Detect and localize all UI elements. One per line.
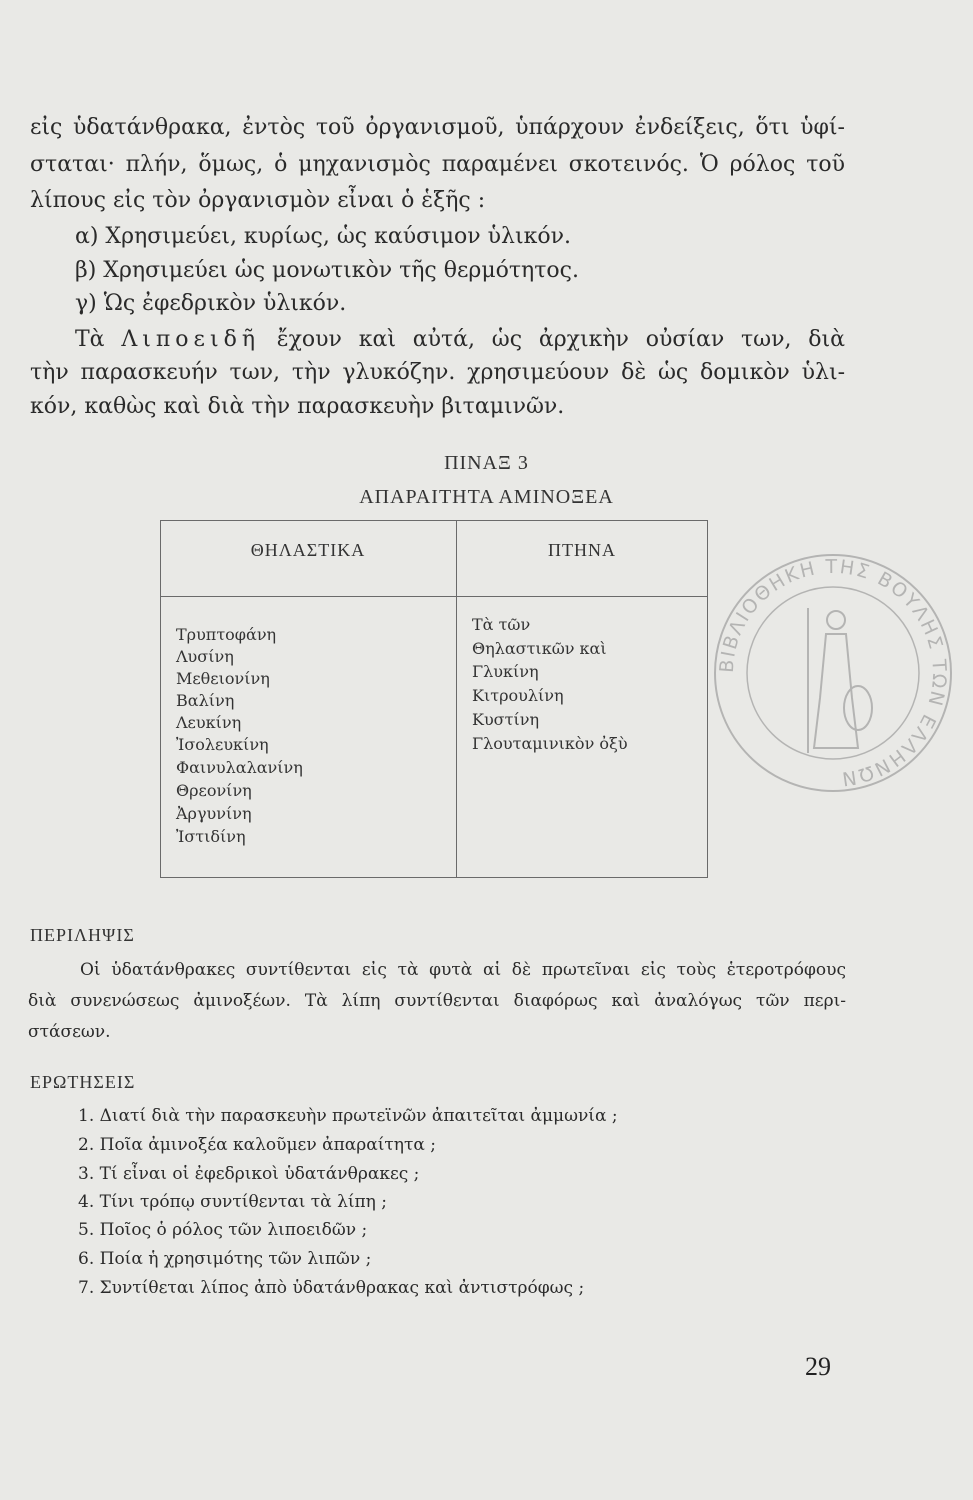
intro-line-3: λίπους εἰς τὸν ὀργανισμὸν εἶναι ὁ ἑξῆς : — [30, 188, 486, 213]
bird-item: Κυστίνη — [472, 710, 540, 729]
lipoid-term: Λιποειδῆ — [121, 327, 260, 352]
table-bottom-border — [160, 877, 708, 878]
question-item: 5. Ποῖος ὁ ρόλος τῶν λιποειδῶν ; — [78, 1220, 368, 1240]
intro-line-2: σταται· πλήν, ὅμως, ὁ μηχανισμὸς παραμένει σκοτεινός. Ὁ ρόλος τοῦ — [30, 152, 845, 177]
bird-item: Γλουταμινικὸν ὀξὺ — [472, 734, 628, 753]
question-item: 3. Τί εἶναι οἱ ἐφεδρικοὶ ὑδατάνθρακες ; — [78, 1164, 420, 1184]
col-header-mammals: ΘΗΛΑΣΤΙΚΑ — [250, 540, 366, 560]
summary-line-1: Οἱ ὑδατάνθρακες συντίθενται εἰς τὰ φυτὰ αἱ δὲ πρωτεῖναι εἰς τοὺς ἑτεροτρόφους — [80, 960, 846, 980]
mammal-item: Βαλίνη — [176, 691, 235, 710]
summary-line-2: διὰ συνενώσεως ἀμινοξέων. Τὰ λίπη συντίθενται διαφόρως καὶ ἀναλόγως τῶν περι- — [28, 991, 846, 1011]
mammal-item: Μεθειονίνη — [176, 669, 270, 688]
mammal-item: Λευκίνη — [176, 713, 242, 732]
athena-figure-icon — [808, 608, 872, 753]
bird-item: Τὰ τῶν — [472, 615, 531, 634]
stamp-text: ΒΙΒΛΙΟΘΗΚΗ ΤΗΣ ΒΟΥΛΗΣ ΤΩΝ ΕΛΛΗΝΩΝ — [715, 555, 951, 790]
mammal-item: Λυσίνη — [176, 647, 234, 666]
fat-role-c: γ) Ὡς ἐφεδρικὸν ὑλικόν. — [75, 291, 347, 316]
mammal-item: Ἀργυνίνη — [176, 804, 252, 823]
lipoid-line-2: τὴν παρασκευήν των, τὴν γλυκόζην. χρησιμεύουν δὲ ὡς δομικὸν ὑλι- — [30, 360, 845, 385]
table-header-divider — [160, 596, 708, 597]
page-number: 29 — [805, 1352, 831, 1381]
question-item: 4. Τίνι τρόπῳ συντίθενται τὰ λίπη ; — [78, 1192, 387, 1212]
question-item: 1. Διατί διὰ τὴν παρασκευὴν πρωτεϊνῶν ἀπαιτεῖται ἀμμωνία ; — [78, 1106, 618, 1126]
fat-role-b: β) Χρησιμεύει ὡς μονωτικὸν τῆς θερμότητος. — [75, 258, 579, 283]
questions-title: ΕΡΩΤΗΣΕΙΣ — [30, 1072, 136, 1092]
fat-role-a: α) Χρησιμεύει, κυρίως, ὡς καύσιμον ὑλικόν. — [75, 224, 571, 249]
mammal-item: Ἰσολευκίνη — [176, 735, 269, 754]
table-title: ΑΠΑΡΑΙΤΗΤΑ ΑΜΙΝΟΞΕΑ — [359, 486, 614, 508]
table-label: ΠΙΝΑΞ 3 — [444, 452, 529, 474]
table-column-divider — [456, 520, 457, 878]
lipoid-line-3: κόν, καθὼς καὶ διὰ τὴν παρασκευὴν βιταμινῶν. — [30, 394, 565, 419]
mammal-item: Θρεονίνη — [176, 781, 252, 800]
mammal-item: Ἰστιδίνη — [176, 827, 246, 846]
mammal-item: Φαινυλαλανίνη — [176, 758, 303, 777]
summary-title: ΠΕΡΙΛΗΨΙΣ — [30, 925, 135, 945]
bird-item: Κιτρουλίνη — [472, 686, 564, 705]
lipoid-prefix: Τὰ — [75, 327, 105, 352]
stamp-inner-ring — [747, 587, 919, 759]
library-stamp — [708, 548, 958, 798]
question-item: 6. Ποία ἡ χρησιμότης τῶν λιπῶν ; — [78, 1249, 372, 1269]
bird-item: Θηλαστικῶν καὶ — [472, 639, 607, 658]
table-top-border — [160, 520, 708, 521]
summary-line-3: στάσεων. — [28, 1022, 111, 1042]
intro-line-1: εἰς ὑδατάνθρακα, ἐντὸς τοῦ ὀργανισμοῦ, ὑπάρχουν ἐνδείξεις, ὅτι ὑφί- — [30, 115, 845, 140]
table-left-border — [160, 520, 161, 878]
col-header-birds: ΠΤΗΝΑ — [548, 540, 616, 560]
bird-item: Γλυκίνη — [472, 662, 539, 681]
question-item: 2. Ποῖα ἀμινοξέα καλοῦμεν ἀπαραίτητα ; — [78, 1135, 436, 1155]
lipoid-line-1 — [75, 325, 845, 355]
mammal-item: Τρυπτοφάνη — [176, 625, 277, 644]
question-item: 7. Συντίθεται λίπος ἀπὸ ὑδατάνθρακας καὶ ἀντιστρόφως ; — [78, 1278, 585, 1298]
lipoid-line1-rest: ἔχουν καὶ αὐτά, ὡς ἀρχικὴν οὐσίαν των, διὰ — [276, 327, 845, 352]
